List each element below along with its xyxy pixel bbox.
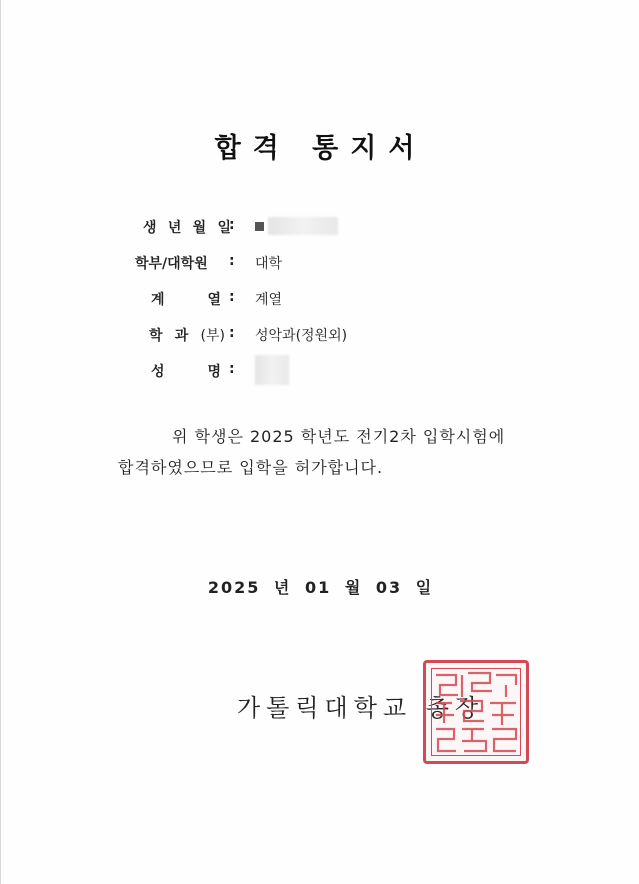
issue-date (1, 575, 639, 598)
field-label: 성 명 (151, 364, 221, 380)
redacted-name (255, 355, 289, 385)
redacted-birthdate (268, 217, 338, 235)
field-value: 계열 (255, 292, 283, 308)
field-label: 계 열 (151, 292, 221, 308)
body-line-1: 위 학생은 2025 학년도 전기2차 입학시험에 (172, 427, 506, 446)
document-title: 합격 통지서 (214, 133, 427, 164)
field-label: 생 년 월 일 (143, 220, 231, 236)
field-colon: : (229, 253, 235, 269)
date-day: 03 (375, 578, 403, 597)
date-day-unit: 일 (415, 578, 434, 597)
field-colon: : (229, 217, 235, 233)
field-colon: : (229, 325, 235, 341)
date-month-unit: 월 (344, 578, 363, 597)
date-year: 2025 (207, 578, 261, 597)
field-colon: : (229, 289, 235, 305)
body-line-2: 합격하였으므로 입학을 허가합니다. (118, 458, 384, 477)
field-value: 성악과(정원외) (255, 328, 348, 344)
field-label: 학부/대학원 (135, 256, 208, 272)
university-president: 가톨릭대학교 총장 (237, 694, 485, 722)
date-month: 01 (304, 578, 332, 597)
redaction-marker-icon (255, 222, 264, 231)
university-seal-stamp-icon (423, 660, 529, 764)
field-label: 학 과 (부) (149, 328, 225, 344)
field-value: 대학 (255, 256, 283, 272)
date-year-unit: 년 (273, 578, 292, 597)
field-colon: : (229, 361, 235, 377)
field-value-redacted (255, 217, 338, 235)
field-value-redacted (255, 361, 289, 385)
